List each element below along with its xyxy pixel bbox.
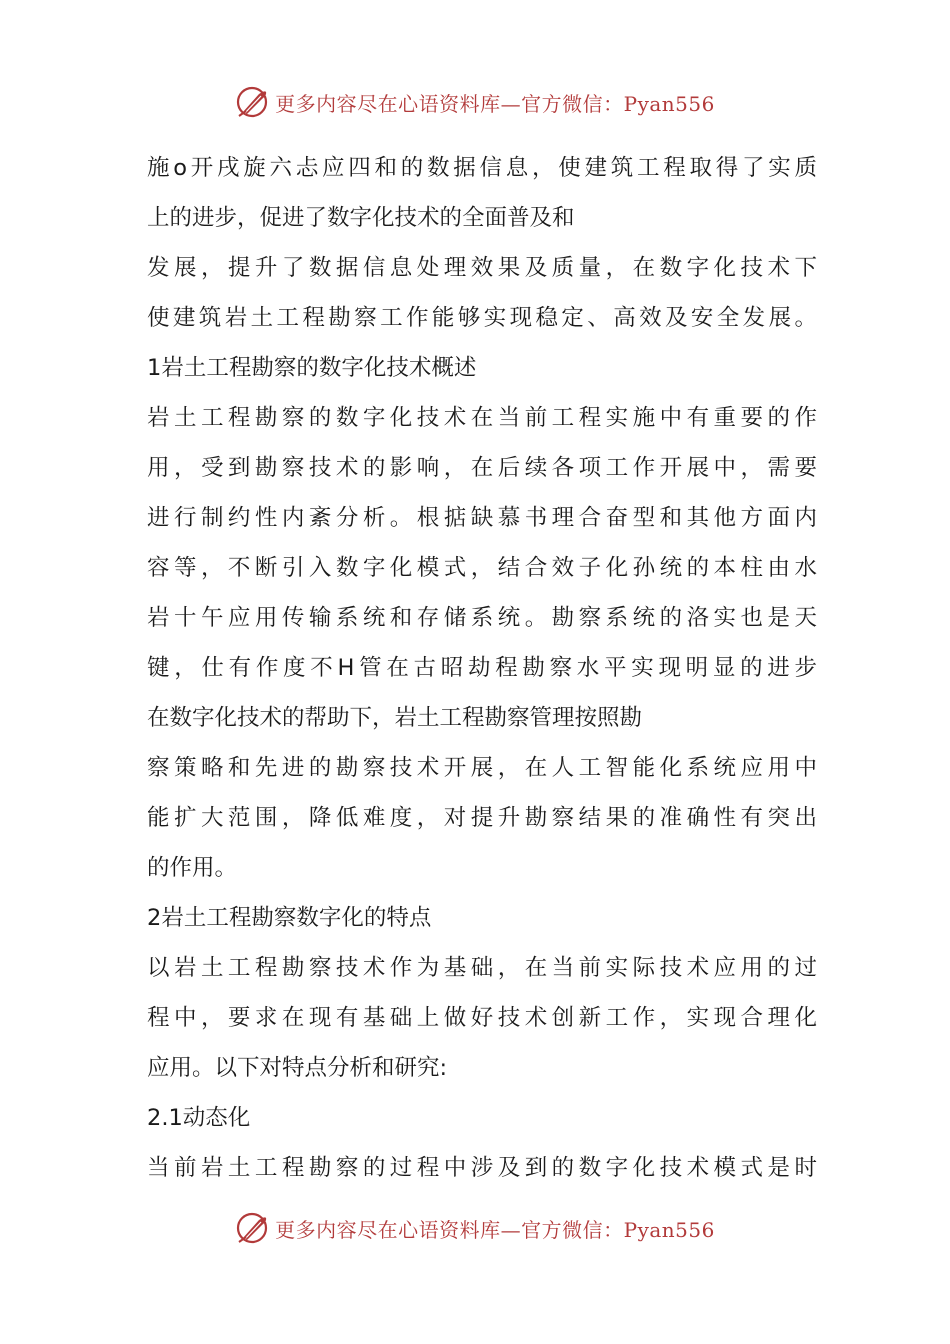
body-line: 当前岩土工程勘察的过程中涉及到的数字化技术模式是时 (147, 1155, 817, 1181)
body-line: 施o开戌旋六忐应四和的数据信息，使建筑工程取得了实质 (147, 155, 817, 181)
section-heading: 2岩土工程勘察数字化的特点 (147, 905, 432, 931)
body-line: 能扩大范围，降低难度，对提升勘察结果的准确性有突出 (147, 805, 817, 831)
document-body (147, 143, 817, 1193)
body-line: 应用。以下对特点分析和研究: (147, 1055, 448, 1081)
body-line: 进行制约性内紊分析。根掂缺慕书理合奋型和其他方面内 (147, 505, 817, 531)
body-line: 键，仕有作度不H管在古昭劫程勘察水平实现明显的进步 (147, 655, 817, 681)
body-line: 容等，不断引入数字化模式，结合效子化孙统的本柱由水 (147, 555, 817, 581)
body-line: 上的进步，促进了数字化技术的全面普及和 (147, 205, 575, 231)
body-line: 的作用。 (147, 855, 238, 881)
body-line: 以岩土工程勘察技术作为基础，在当前实际技术应用的过 (147, 955, 817, 981)
footer-banner-text: 更多内容尽在心语资料库—官方微信：Pyan556 (275, 1217, 715, 1242)
body-line: 程中，要求在现有基础上做好技术创新工作，实现合理化 (147, 1005, 817, 1031)
quill-pen-logo-icon (235, 84, 271, 120)
header-banner (0, 82, 950, 122)
body-line: 在数字化技术的帮助下，岩土工程勘察管理按照勘 (147, 705, 643, 731)
body-line: 发展，提升了数据信息处理效果及质量，在数字化技术下 (147, 255, 817, 281)
header-banner-text: 更多内容尽在心语资料库—官方微信：Pyan556 (275, 91, 715, 116)
body-line: 岩土工程勘察的数字化技术在当前工程实施中有重要的作 (147, 405, 817, 431)
body-line: 岩十午应用传输系统和存储系统。勘察系统的洛实也是天 (147, 605, 817, 631)
body-line: 使建筑岩土工程勘察工作能够实现稳定、高效及安全发展。 (147, 305, 817, 331)
subsection-heading: 2.1动态化 (147, 1105, 251, 1131)
section-heading: 1岩土工程勘察的数字化技术概述 (147, 355, 477, 381)
footer-banner (0, 1208, 950, 1248)
body-line: 用，受到勘察技术的影响，在后续各项工作开展中，需要 (147, 455, 817, 481)
quill-pen-logo-icon (235, 1210, 271, 1246)
body-line: 察策略和先进的勘察技术开展，在人工智能化系统应用中 (147, 755, 817, 781)
